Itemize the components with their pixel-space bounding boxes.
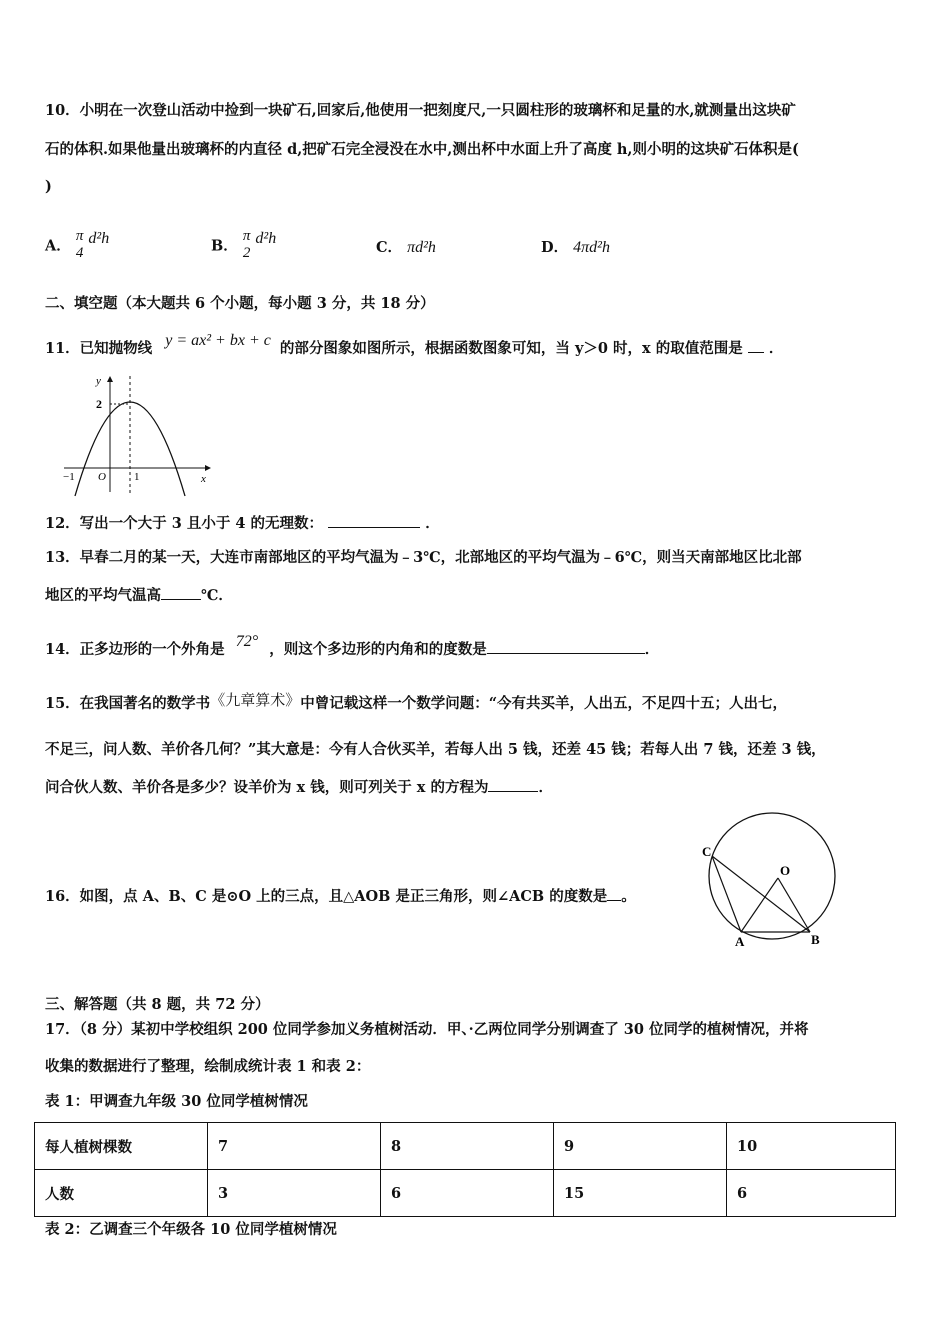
q13-line2-text: 地区的平均气温高 [45,587,161,604]
graph-origin: O [98,471,106,483]
q17-line2: 收集的数据进行了整理，绘制成统计表 1 和表 2： [45,1058,371,1075]
q15-line1b: 中曾记载这样一个数学问题：“今有共买羊，人出五，不足四十五；人出七， [300,695,788,712]
q15-book-title: 《九章算术》 [210,691,301,709]
q11-parabola-graph [58,372,218,497]
q16-text [45,886,636,907]
table-cell: 7 [208,1123,381,1170]
segment-ob [778,878,810,932]
point-b-label: B [811,932,820,947]
option-d-expr: 4πd²h [573,239,610,256]
q12-end: ． [425,515,440,532]
q16-answer-blank[interactable] [607,886,621,901]
table-cell: 人数 [35,1170,208,1217]
q13-unit: ℃． [201,587,233,604]
q14-text [45,632,659,660]
q13-line2 [45,585,233,606]
option-d-label: D． [541,239,569,256]
table-row [35,1170,896,1217]
option-b-rest: d²h [255,230,277,247]
graph-tick-2: 2 [96,397,102,411]
option-a-denominator: 4 [75,245,84,261]
q12-question: 12．写出一个大于 3 且小于 4 的无理数： [45,515,324,532]
option-b-fraction [243,228,251,262]
option-b-label: B． [211,237,238,255]
graph-y-label: y [96,375,101,387]
option-c-expr: πd²h [407,239,436,256]
table-cell: 6 [727,1170,896,1217]
table2-title: 表 2：乙调查三个年级各 10 位同学植树情况 [45,1221,337,1238]
option-b-denominator: 2 [242,245,251,261]
q10-line2: 石的体积.如果他量出玻璃杯的内直径 d,把矿石完全浸没在水中,测出杯中水面上升了高度 h,则小明的这块矿石体积是( [45,141,799,158]
point-a-label: A [735,934,745,949]
q15-line3 [45,777,553,798]
q15-line1 [45,690,787,714]
section-2-heading: 二、填空题（本大题共 6 个小题，每小题 3 分，共 18 分） [45,295,435,312]
q14-answer-blank[interactable] [487,639,645,654]
q10-option-c[interactable] [376,236,436,257]
q15-line1a: 15．在我国著名的数学书 [45,695,211,712]
table1-title: 表 1：甲调查九年级 30 位同学植树情况 [45,1093,308,1110]
option-a-label: A． [45,237,71,255]
q16-circle-diagram [698,808,848,953]
q17-line1: 17．（8 分）某初中学校组织 200 位同学参加义务植树活动．甲、·乙两位同学分别调查了 30 位同学的植树情况，并将 [45,1021,809,1038]
section-3-heading: 三、解答题（共 8 题，共 72 分） [45,996,270,1013]
q12-answer-blank[interactable] [328,513,420,528]
q15-end: ． [538,779,553,796]
q16-end: 。 [621,888,636,905]
q10-line1: 10．小明在一次登山活动中捡到一块矿石,回家后,他使用一把刻度尺,一只圆柱形的玻璃杯和足量的水,就测量出这块矿 [45,102,796,119]
q13-answer-blank[interactable] [161,585,201,600]
q16-question: 16．如图，点 A、B、C 是⊙O 上的三点，且△AOB 是正三角形，则∠ACB 的度数是 [45,888,608,905]
q11-end: ． [768,340,784,357]
q15-line2: 不足三，问人数、羊价各几何？”其大意是：今有人合伙买羊，若每人出 5 钱，还差 45 钱；若每人出 7 钱，还差 3 钱， [45,741,826,758]
option-a-rest: d²h [88,230,110,247]
q10-option-d[interactable] [541,236,610,257]
table-cell: 每人植树棵数 [35,1123,208,1170]
table-cell: 9 [554,1123,727,1170]
q15-answer-blank[interactable] [488,777,538,792]
q14-angle: 72° [235,633,259,650]
q11-formula: y = ax² + bx + c [165,332,271,349]
table1 [34,1122,896,1217]
graph-y-arrow [107,376,113,382]
q11-text [45,331,783,359]
q11-after: 的部分图象如图所示，根据函数图象可知，当 y＞0 时，x 的取值范围是 [279,340,743,357]
graph-x-label: x [201,473,206,485]
q14-end: ． [644,641,660,658]
point-c-label: C [702,844,712,859]
q14-after: ，则这个多边形的内角和的度数是 [269,641,487,658]
graph-tick-neg1: −1 [63,471,75,483]
q15-line3a: 问合伙人数、羊价各是多少？设羊价为 x 钱，则可列关于 x 的方程为 [45,779,489,796]
option-c-label: C． [376,239,403,256]
segment-oa [741,878,778,932]
table-cell: 6 [381,1170,554,1217]
q11-before: 11．已知抛物线 [45,340,153,357]
table-row [35,1123,896,1170]
table-cell: 8 [381,1123,554,1170]
q11-answer-blank[interactable] [748,338,764,353]
option-a-numerator: π [75,228,84,244]
q14-before: 14．正多边形的一个外角是 [45,641,225,658]
table-cell: 3 [208,1170,381,1217]
point-o-label: O [780,863,791,878]
graph-x-arrow [205,465,211,471]
q13-line1: 13．早春二月的某一天，大连市南部地区的平均气温为﹣3℃，北部地区的平均气温为﹣6℃，则当天南部地区比北部 [45,549,802,566]
diagram-circle [709,813,835,939]
option-b-numerator: π [242,228,251,244]
q10-option-a[interactable] [45,228,109,262]
table-cell: 10 [727,1123,896,1170]
q10-line3: ) [45,178,52,195]
option-a-fraction [76,228,84,262]
q10-option-b[interactable] [211,228,276,262]
q12-text [45,513,440,534]
table-cell: 15 [554,1170,727,1217]
graph-tick-1: 1 [134,471,140,483]
